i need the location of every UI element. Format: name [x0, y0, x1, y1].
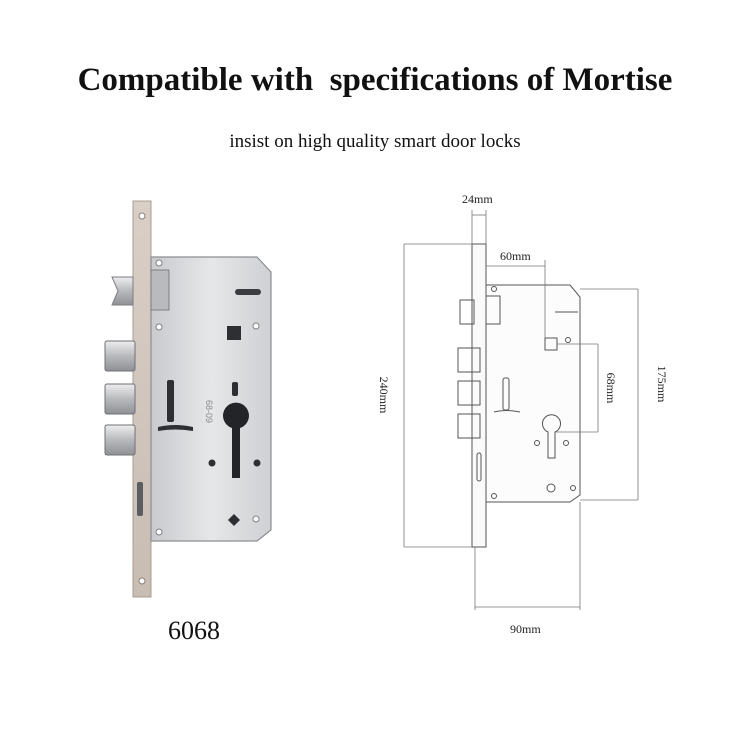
faceplate-screw-top	[139, 213, 145, 219]
case-slot-vertical	[167, 380, 174, 422]
drawing-faceplate	[472, 244, 486, 547]
case-slot-small	[232, 382, 238, 396]
cylinder-screw-right	[254, 460, 261, 467]
lock-faceplate	[133, 201, 151, 597]
faceplate-slot	[137, 482, 143, 516]
dim-label-backset: 60mm	[500, 249, 531, 263]
case-screw-5	[156, 529, 162, 535]
faceplate-screw-bottom	[139, 578, 145, 584]
dim-label-case-depth: 90mm	[510, 622, 541, 636]
mortise-lock-photo	[105, 201, 271, 597]
case-slot-top	[235, 289, 261, 295]
case-screw-1	[156, 260, 162, 266]
case-screw-2	[156, 324, 162, 330]
latch-bolt	[112, 277, 133, 305]
lock-technical-drawing	[404, 210, 638, 610]
dim-label-faceplate-width: 24mm	[462, 192, 493, 206]
page-title: Compatible with specifications of Mortise	[77, 62, 673, 98]
deadbolt-3	[105, 425, 135, 455]
deadbolt-2	[105, 384, 135, 414]
spindle-square	[227, 326, 241, 340]
cylinder-screw-left	[209, 460, 216, 467]
latch-housing	[151, 270, 169, 310]
page-subtitle: insist on high quality smart door locks	[229, 131, 521, 152]
dim-label-case-height: 175mm	[655, 365, 669, 403]
deadbolt-1	[105, 341, 135, 371]
case-engraving: 68-09	[204, 400, 214, 424]
model-number: 6068	[168, 616, 220, 645]
dim-label-total-height: 240mm	[377, 376, 391, 414]
case-screw-4	[253, 516, 259, 522]
dim-label-center-distance: 68mm	[604, 372, 618, 404]
case-screw-3	[253, 323, 259, 329]
